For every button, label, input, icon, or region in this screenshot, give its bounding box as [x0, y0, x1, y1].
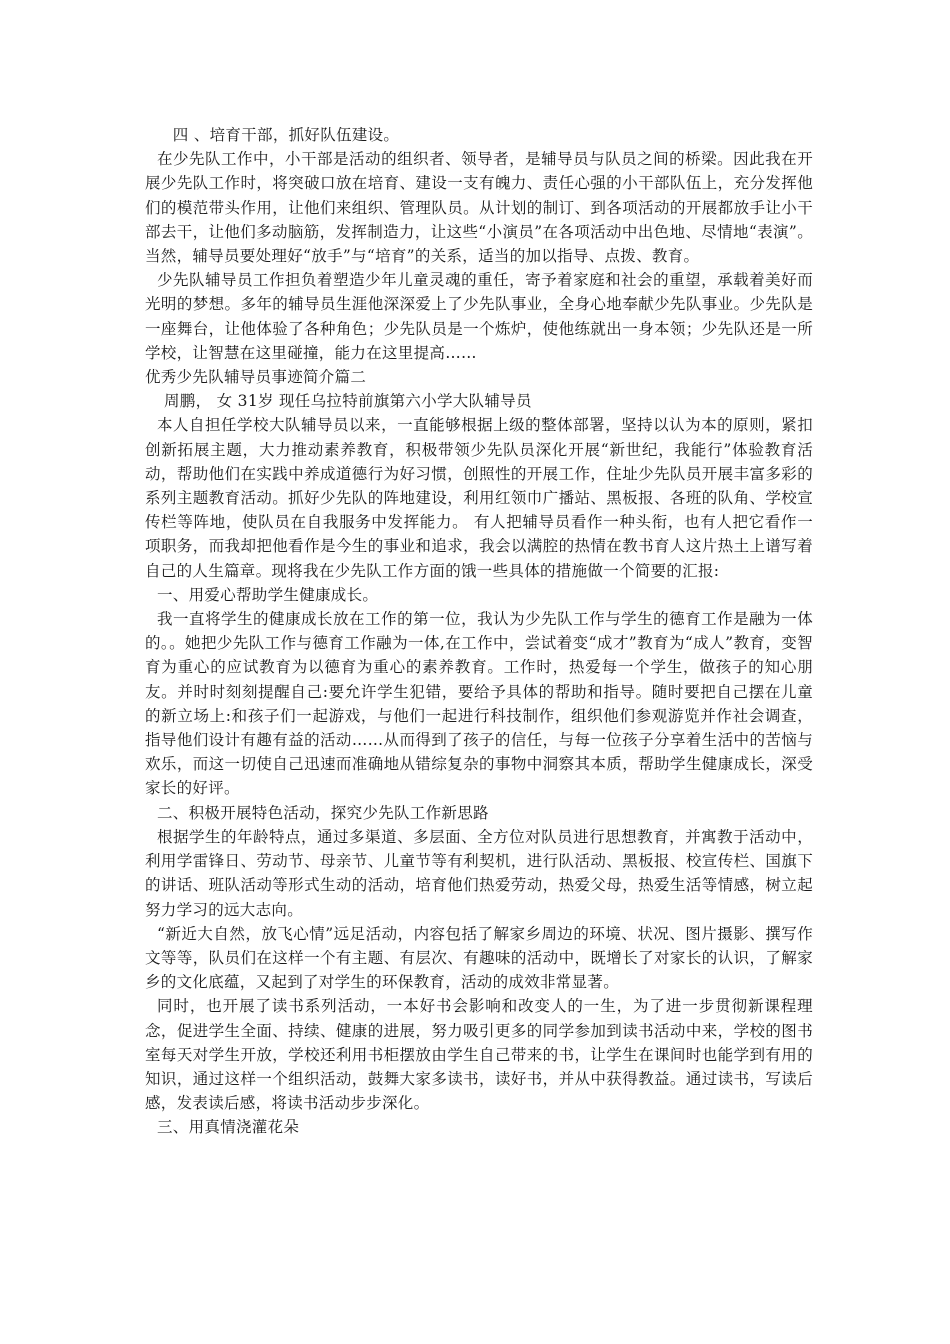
section-heading-4: 四 、培育干部，抓好队伍建设。: [157, 126, 400, 144]
section-heading-2: 二、积极开展特色活动，探究少先队工作新思路: [157, 803, 489, 822]
section-heading-1: 一、用爱心帮助学生健康成长。: [157, 585, 379, 604]
article-title-part-2: 优秀少先队辅导员事迹简介篇二: [145, 368, 367, 387]
paragraph-introduction: 本人自担任学校大队辅导员以来，一直能够根据上级的整体部署，坚持以认为本的原则，紧扣创新拓展主题，大力推动素养教育，积极带领少先队员深化开展“新世纪，我能行”体验教育活动，帮助他们在实践中养成道德行为好习惯，创照性的开展工作，住址少先队员开展丰富多彩的系列主题教育活动。抓好少先队的阵地建设，利用红领巾广播站、黑板报、各班的队角、学校宣传栏等阵地，使队员在自我服务中发挥能力。 有人把辅导员看作一种头衔，也有人把它看作一项职务，而我却把他看作是今生的事业和追求，我会以满腔的热情在教书育人这片热土上谱写着自己的人生篇章。现将我在少先队工作方面的饿一些具体的措施做一个简要的汇报:: [145, 416, 813, 580]
document-body: [145, 123, 813, 1140]
section-heading-3: 三、用真情浇灌花朵: [157, 1118, 300, 1137]
author-info: 周鹏， 女 31岁 现任乌拉特前旗第六小学大队辅导员: [164, 392, 532, 411]
paragraph-healthy-growth: 我一直将学生的健康成长放在工作的第一位，我认为少先队工作与学生的德育工作是融为一体的。。她把少先队工作与德育工作融为一体,在工作中，尝试着变“成才”教育为“成人”教育，变智育为重心的应试教育为以德育为重心的素养教育。工作时，热爱每一个学生，做孩子的知心朋友。并时时刻刻提醒自己:要允许学生犯错，要给予具体的帮助和指导。随时要把自己摆在儿童的新立场上:和孩子们一起游戏，与他们一起进行科技制作，组织他们参观游览并作社会调查，指导他们设计有趣有益的活动……从而得到了孩子的信任，与每一位孩子分享着生活中的苦恼与欢乐，而这一切使自己迅速而准确地从错综复杂的事物中洞察其本质，帮助学生健康成长，深受家长的好评。: [145, 610, 813, 798]
paragraph-counselor-summary: 少先队辅导员工作担负着塑造少年儿童灵魂的重任，寄予着家庭和社会的重望，承载着美好而光明的梦想。多年的辅导员生涯他深深爱上了少先队事业，全身心地奉献少先队事业。少先队是一座舞台，让他体验了各种角色；少先队员是一个炼炉，使他练就出一身本领；少先队还是一所学校，让智慧在这里碰撞，能力在这里提高……: [145, 271, 813, 362]
paragraph-cadre-training: 在少先队工作中，小干部是活动的组织者、领导者，是辅导员与队员之间的桥梁。因此我在开展少先队工作时，将突破口放在培育、建设一支有魄力、责任心强的小干部队伍上，充分发挥他们的模范带头作用，让他们来组织、管理队员。从计划的制订、到各项活动的开展都放手让小干部去干，让他们多动脑筋，发挥制造力，让这些“小演员”在各项活动中出色地、尽情地“表演”。 当然，辅导员要处理好“放手”与“培育”的关系，适当的加以指导、点拨、教育。: [145, 150, 813, 266]
paragraph-activities: 根据学生的年龄特点，通过多渠道、多层面、全方位对队员进行思想教育，并寓教于活动中，利用学雷锋日、劳动节、母亲节、儿童节等有利契机，进行队活动、黑板报、校宣传栏、国旗下的讲话、班队活动等形式生动的活动，培育他们热爱劳动，热爱父母，热爱生活等情感，树立起努力学习的远大志向。: [145, 827, 813, 919]
paragraph-reading: 同时，也开展了读书系列活动，一本好书会影响和改变人的一生，为了进一步贯彻新课程理念，促进学生全面、持续、健康的进展，努力吸引更多的同学参加到读书活动中来，学校的图书室每天对学生开放，学校还利用书柜摆放由学生自己带来的书，让学生在课间时也能学到有用的知识，通过这样一个组织活动，鼓舞大家多读书，读好书，并从中获得教益。通过读书，写读后感，发表读后感，将读书活动步步深化。: [145, 997, 813, 1113]
paragraph-nature-trip: “新近大自然，放飞心情”远足活动，内容包括了解家乡周边的环境、状况、图片摄影、撰写作文等等，队员们在这样一个有主题、有层次、有趣味的活动中，既增长了对家长的认识，了解家乡的文化底蕴，又起到了对学生的环保教育，活动的成效非常显著。: [145, 924, 813, 992]
